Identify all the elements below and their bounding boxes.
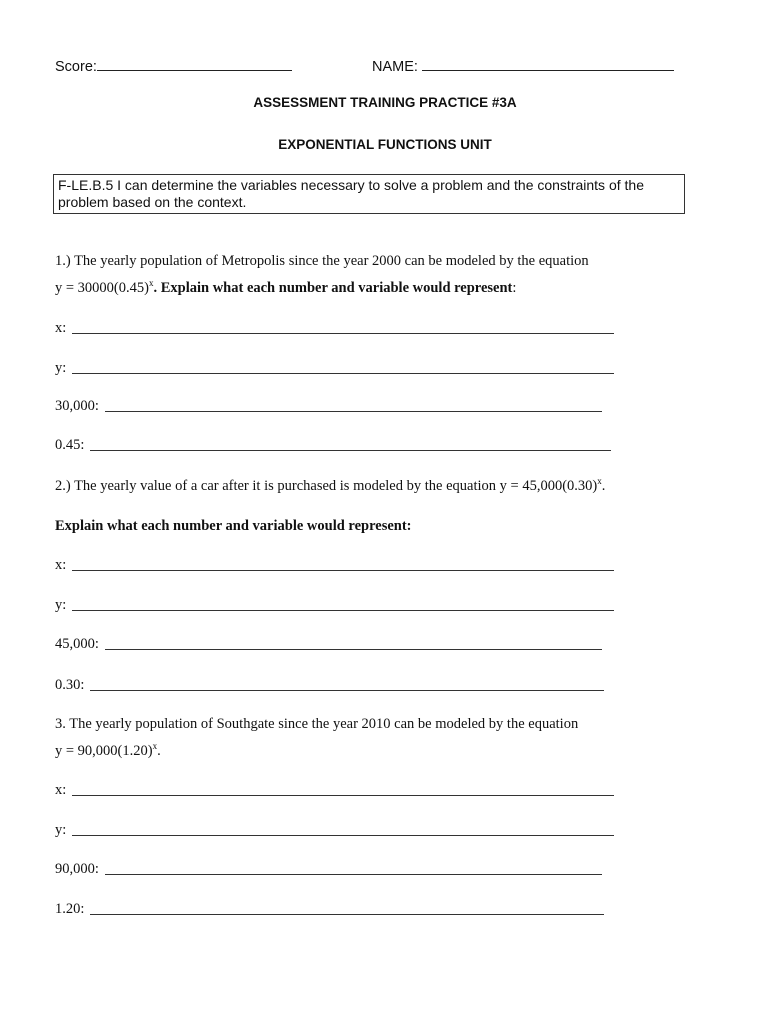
answer-blank[interactable] — [105, 873, 602, 875]
answer-label: 30,000: — [55, 398, 99, 414]
answer-blank[interactable] — [72, 332, 614, 334]
answer-label: y: — [55, 597, 67, 613]
page-title: ASSESSMENT TRAINING PRACTICE #3A — [253, 95, 517, 110]
q3-exponent: x — [152, 741, 158, 751]
standard-box — [53, 174, 685, 214]
q1-prompt: 1.) The yearly population of Metropolis since the year 2000 can be modeled by the equation — [55, 253, 589, 269]
q2-answer-y — [55, 597, 614, 614]
standard-text: F-LE.B.5 I can determine the variables necessary to solve a problem and the constraints of the problem based on the context. — [58, 177, 644, 210]
answer-label: 45,000: — [55, 636, 99, 652]
answer-blank[interactable] — [105, 648, 602, 650]
q2-answer-030 — [55, 677, 604, 694]
name-blank[interactable] — [422, 57, 674, 71]
score-field — [55, 57, 292, 75]
q2-period: . — [601, 478, 606, 494]
q3-equation: y = 90,000(1.20) — [55, 743, 153, 759]
answer-label: 90,000: — [55, 861, 99, 877]
q2-answer-45000 — [55, 636, 602, 653]
answer-blank[interactable] — [90, 449, 611, 451]
answer-label: 0.30: — [55, 677, 85, 693]
answer-blank[interactable] — [72, 569, 614, 571]
q3-answer-y — [55, 822, 614, 839]
q3-prompt: 3. The yearly population of Southgate since the year 2010 can be modeled by the equation — [55, 716, 579, 732]
q1-instruction: . Explain what each number and variable would represent — [153, 280, 513, 296]
score-blank[interactable] — [97, 57, 292, 71]
answer-blank[interactable] — [105, 410, 602, 412]
name-field — [372, 57, 674, 75]
answer-label: 1.20: — [55, 901, 85, 917]
q2-prompt-line — [55, 478, 605, 495]
q2-prompt: 2.) The yearly value of a car after it is purchased is modeled by the equation y = 45,000(0.30) — [55, 478, 598, 494]
answer-label: x: — [55, 782, 67, 798]
q3-answer-120 — [55, 901, 604, 918]
q1-exponent: x — [148, 278, 154, 288]
unit-title: EXPONENTIAL FUNCTIONS UNIT — [278, 137, 492, 152]
answer-blank[interactable] — [90, 913, 604, 915]
answer-blank[interactable] — [72, 834, 614, 836]
score-label: Score: — [55, 59, 97, 75]
answer-blank[interactable] — [72, 372, 614, 374]
answer-label: y: — [55, 360, 67, 376]
q3-answer-90000 — [55, 861, 602, 878]
q3-answer-x — [55, 782, 614, 799]
q3-period: . — [157, 743, 161, 759]
q1-equation-line — [55, 280, 516, 297]
answer-label: x: — [55, 557, 67, 573]
name-label: NAME: — [372, 59, 418, 75]
q1-equation: y = 30000(0.45) — [55, 280, 149, 296]
answer-blank[interactable] — [72, 794, 614, 796]
answer-label: y: — [55, 822, 67, 838]
q1-answer-x — [55, 320, 614, 337]
q2-answer-x — [55, 557, 614, 574]
answer-label: x: — [55, 320, 67, 336]
q1-answer-30000 — [55, 398, 602, 415]
q2-exponent: x — [597, 476, 602, 486]
q1-answer-045 — [55, 437, 611, 454]
q1-answer-y — [55, 360, 614, 377]
q1-colon: : — [512, 280, 517, 296]
answer-blank[interactable] — [72, 609, 614, 611]
q3-equation-line — [55, 743, 161, 760]
answer-label: 0.45: — [55, 437, 85, 453]
q2-instruction: Explain what each number and variable would represent: — [55, 518, 412, 534]
answer-blank[interactable] — [90, 689, 604, 691]
